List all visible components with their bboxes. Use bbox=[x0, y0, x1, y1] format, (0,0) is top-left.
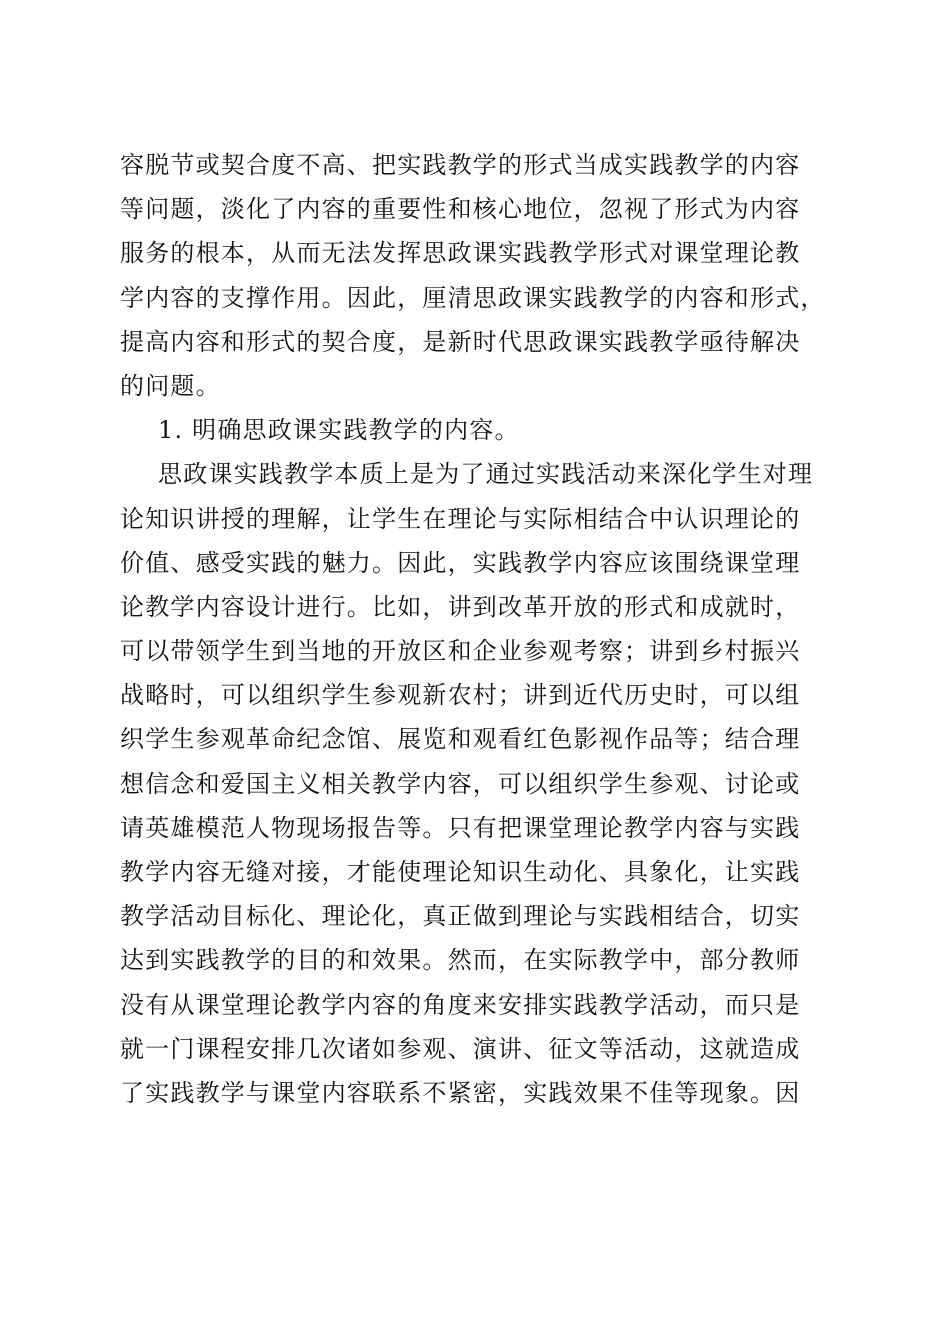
text-line: 请英雄模范人物现场报告等。只有把课堂理论教学内容与实践 bbox=[120, 813, 801, 842]
text-line: 价值、感受实践的魅力。因此，实践教学内容应该围绕课堂理 bbox=[120, 548, 801, 577]
text-line: 容脱节或契合度不高、把实践教学的形式当成实践教学的内容 bbox=[120, 151, 801, 179]
section-heading: 1. 明确思政课实践教学的内容。 bbox=[158, 416, 520, 445]
text-line: 的问题。 bbox=[120, 371, 221, 400]
text-line: 可以带领学生到当地的开放区和企业参观考察；讲到乡村振兴 bbox=[120, 637, 801, 666]
text-line: 就一门课程安排几次诸如参观、演讲、征文等活动，这就造成 bbox=[120, 1034, 801, 1063]
text-line: 织学生参观革命纪念馆、展览和观看红色影视作品等；结合理 bbox=[120, 725, 801, 754]
text-line: 思政课实践教学本质上是为了通过实践活动来深化学生对理 bbox=[158, 460, 814, 489]
body-text bbox=[120, 143, 830, 1115]
text-line: 想信念和爱国主义相关教学内容，可以组织学生参观、讨论或 bbox=[120, 769, 801, 798]
text-line: 教学活动目标化、理论化，真正做到理论与实践相结合，切实 bbox=[120, 902, 801, 931]
text-line: 等问题，淡化了内容的重要性和核心地位，忽视了形式为内容 bbox=[120, 195, 801, 224]
text-line: 论知识讲授的理解，让学生在理论与实际相结合中认识理论的 bbox=[120, 504, 801, 533]
text-line: 学内容的支撑作用。因此，厘清思政课实践教学的内容和形式， bbox=[120, 283, 826, 312]
text-line: 战略时，可以组织学生参观新农村；讲到近代历史时，可以组 bbox=[120, 681, 801, 710]
text-line: 教学内容无缝对接，才能使理论知识生动化、具象化，让实践 bbox=[120, 858, 801, 886]
text-line: 达到实践教学的目的和效果。然而，在实际教学中，部分教师 bbox=[120, 946, 801, 975]
text-line: 了实践教学与课堂内容联系不紧密，实践效果不佳等现象。因 bbox=[120, 1078, 801, 1107]
text-line: 论教学内容设计进行。比如，讲到改革开放的形式和成就时， bbox=[120, 592, 801, 621]
text-line: 服务的根本，从而无法发挥思政课实践教学形式对课堂理论教 bbox=[120, 239, 801, 268]
text-line: 没有从课堂理论教学内容的角度来安排实践教学活动，而只是 bbox=[120, 990, 801, 1019]
text-line: 提高内容和形式的契合度，是新时代思政课实践教学亟待解决 bbox=[120, 327, 801, 356]
